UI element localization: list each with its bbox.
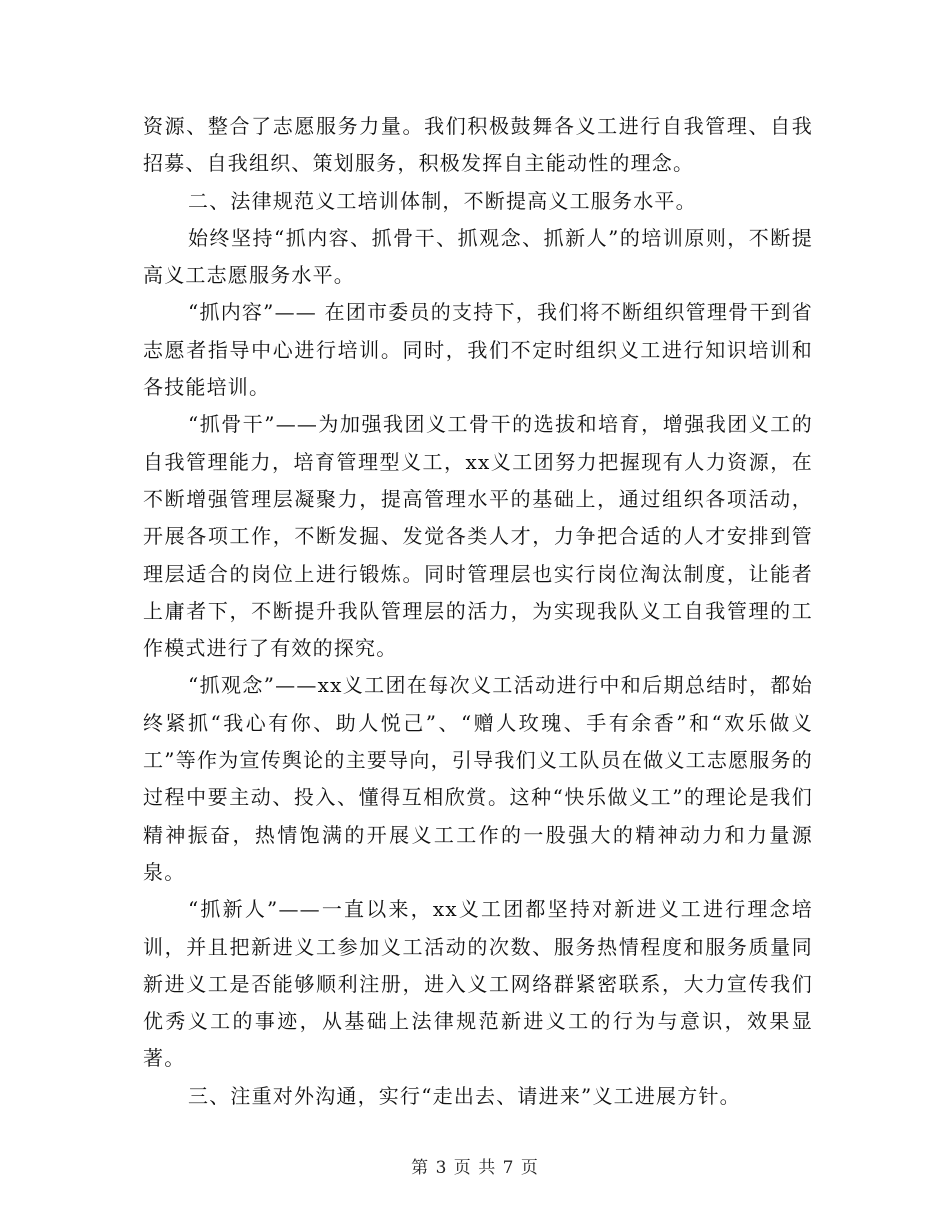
- document-body: [143, 108, 813, 1115]
- paragraph-concept: “抓观念”——xx义工团在每次义工活动进行中和后期总结时，都始终紧抓“我心有你、助人悦己”、“赠人玫瑰、手有余香”和“欢乐做义工”等作为宣传舆论的主要导向，引导我们义工队员在做义工志愿服务的过程中要主动、投入、懂得互相欣赏。这种“快乐做义工”的理论是我们精神振奋，热情饱满的开展义工工作的一股强大的精神动力和力量源泉。: [143, 673, 813, 884]
- section-heading-two: 二、法律规范义工培训体制，不断提高义工服务水平。: [188, 188, 697, 213]
- paragraph-backbone: “抓骨干”——为加强我团义工骨干的选拔和培育，增强我团义工的自我管理能力，培育管理型义工，xx义工团努力把握现有人力资源，在不断增强管理层凝聚力，提高管理水平的基础上，通过组织各项活动，开展各项工作，不断发掘、发觉各类人才，力争把合适的人才安排到管理层适合的岗位上进行锻炼。同时管理层也实行岗位淘汰制度，让能者上庸者下，不断提升我队管理层的活力，为实现我队义工自我管理的工作模式进行了有效的探究。: [143, 412, 813, 661]
- paragraph-continuation: 资源、整合了志愿服务力量。我们积极鼓舞各义工进行自我管理、自我招募、自我组织、策划服务，积极发挥自主能动性的理念。: [143, 114, 813, 176]
- page-footer: 第 3 页 共 7 页: [411, 1158, 539, 1178]
- section-heading-three: 三、注重对外沟通，实行“走出去、请进来”义工进展方针。: [188, 1083, 741, 1108]
- paragraph-content: “抓内容”—— 在团市委员的支持下，我们将不断组织管理骨干到省志愿者指导中心进行培训。同时，我们不定时组织义工进行知识培训和各技能培训。: [143, 300, 813, 400]
- paragraph-newcomers: “抓新人”——一直以来，xx义工团都坚持对新进义工进行理念培训，并且把新进义工参加义工活动的次数、服务热情程度和服务质量同新进义工是否能够顺利注册，进入义工网络群紧密联系，大力宣传我们优秀义工的事迹，从基础上法律规范新进义工的行为与意识，效果显著。: [143, 897, 813, 1071]
- paragraph-training-principle: 始终坚持“抓内容、抓骨干、抓观念、抓新人”的培训原则，不断提高义工志愿服务水平。: [143, 225, 813, 288]
